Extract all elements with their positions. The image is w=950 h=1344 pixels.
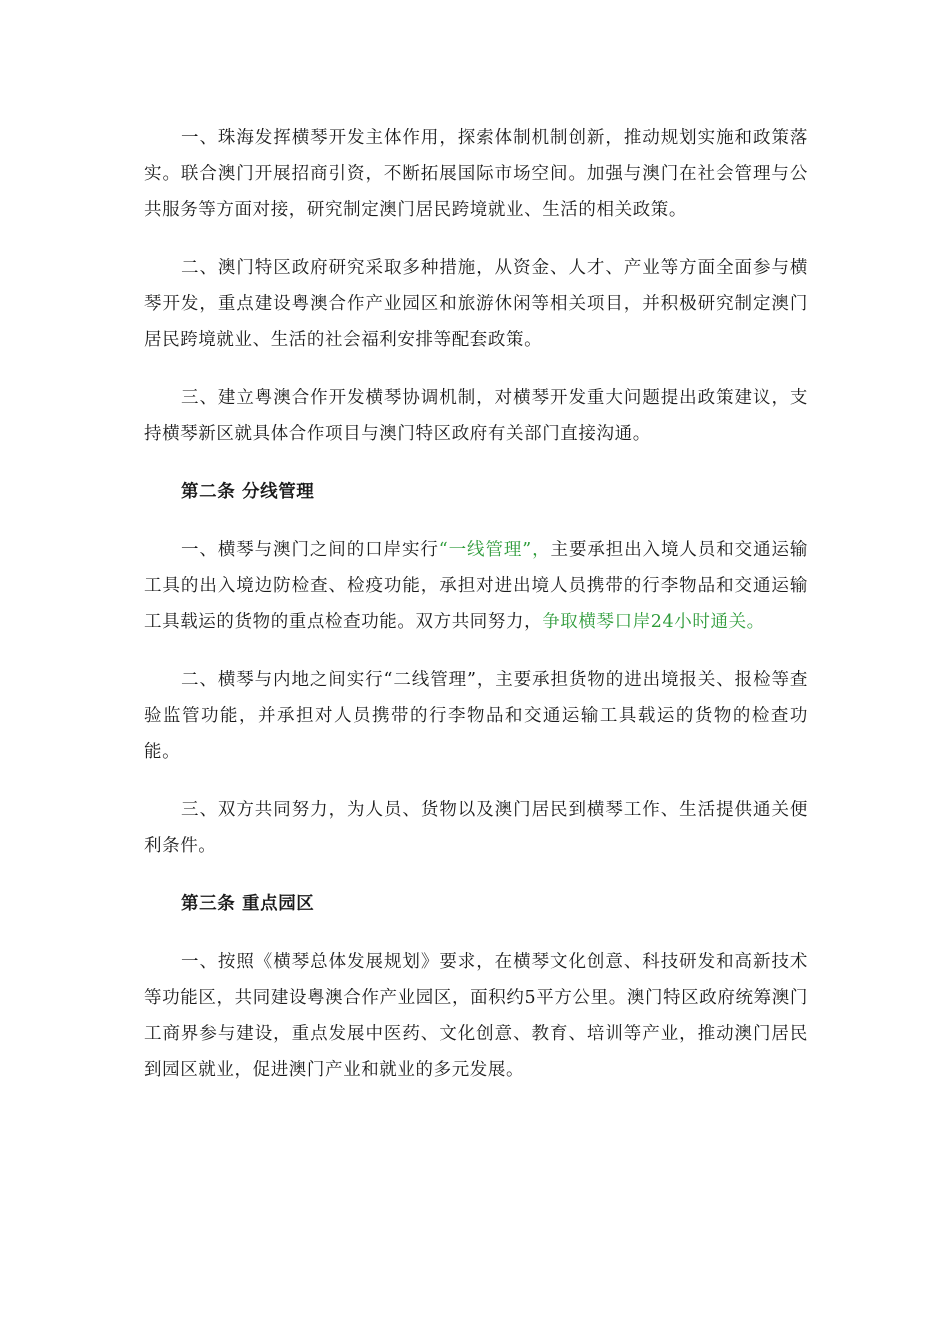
text-segment: 主要承担出入境人员和交通运输工具的出入境边防检查、检疫功能，承担对进出境人员携带的行李物品和交通运输工具载运的货物的重点检查功能。双方共同努力，	[144, 540, 808, 632]
paragraph-clearance-convenience: 三、双方共同努力，为人员、货物以及澳门居民到横琴工作、生活提供通关便利条件。	[144, 800, 808, 856]
document-page	[144, 120, 808, 1110]
article-heading-3: 第三条 重点园区	[181, 894, 315, 914]
article-heading-2: 第二条 分线管理	[181, 482, 315, 502]
highlight-24h-clearance: 争取横琴口岸24小时通关。	[542, 612, 765, 632]
paragraph-first-line-management	[144, 532, 808, 640]
highlight-first-line: “一线管理”，	[438, 540, 551, 560]
paragraph-coordination-3: 三、建立粤澳合作开发横琴协调机制，对横琴开发重大问题提出政策建议，支持横琴新区就具体合作项目与澳门特区政府有关部门直接沟通。	[144, 388, 808, 444]
text-segment: 一、横琴与澳门之间的口岸实行	[181, 540, 439, 560]
paragraph-coordination-1: 一、珠海发挥横琴开发主体作用，探索体制机制创新，推动规划实施和政策落实。联合澳门开展招商引资，不断拓展国际市场空间。加强与澳门在社会管理与公共服务等方面对接，研究制定澳门居民跨境就业、生活的相关政策。	[144, 128, 808, 220]
paragraph-second-line-management: 二、横琴与内地之间实行“二线管理”，主要承担货物的进出境报关、报检等查验监管功能，并承担对人员携带的行李物品和交通运输工具载运的货物的检查功能。	[144, 670, 808, 762]
paragraph-industrial-park: 一、按照《横琴总体发展规划》要求，在横琴文化创意、科技研发和高新技术等功能区，共同建设粤澳合作产业园区，面积约5平方公里。澳门特区政府统筹澳门工商界参与建设，重点发展中医药、文化创意、教育、培训等产业，推动澳门居民到园区就业，促进澳门产业和就业的多元发展。	[144, 952, 808, 1080]
paragraph-coordination-2: 二、澳门特区政府研究采取多种措施，从资金、人才、产业等方面全面参与横琴开发，重点建设粤澳合作产业园区和旅游休闲等相关项目，并积极研究制定澳门居民跨境就业、生活的社会福利安排等配套政策。	[144, 258, 808, 350]
